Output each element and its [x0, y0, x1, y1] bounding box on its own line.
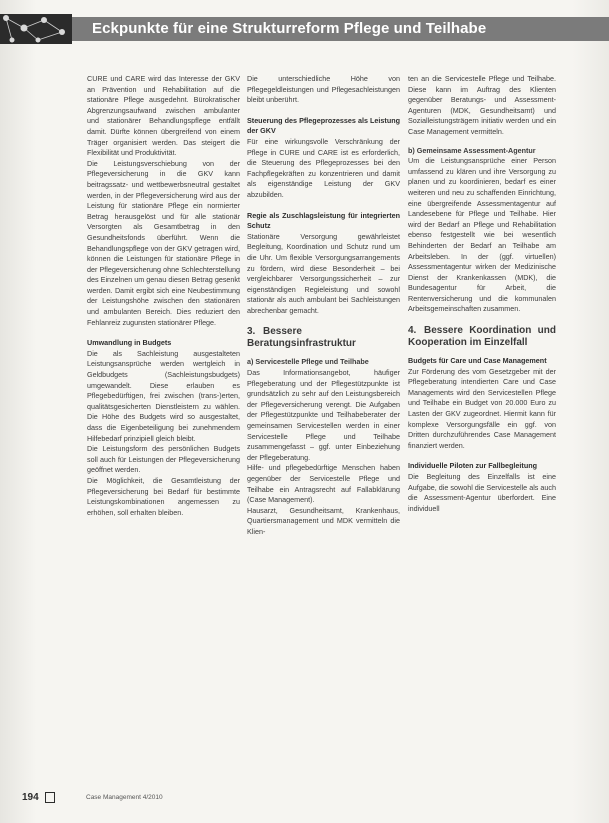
- subsection-heading-b: [408, 146, 556, 157]
- section-heading-4: [408, 325, 556, 348]
- subheading-budgets: Umwandlung in Budgets: [87, 338, 172, 348]
- column-middle: [247, 74, 400, 538]
- subsection-label: a): [247, 357, 254, 367]
- subsection-label: b): [408, 145, 415, 155]
- subsection-heading-a: [247, 357, 400, 368]
- journal-name: Case Management 4/2010: [86, 794, 163, 801]
- section-number: 4.: [408, 325, 417, 337]
- paragraph: Das Informationsangebot, häufiger Pflegeberatung und der Pflegestützpunkte ist grundsätzlich zu sehr auf den Leistungsbereich der Pflegeversicherung verengt. Die Aufgaben der Pflegestützpunkte und Teilhabeberater der gemeinsamen Servicestellen werden in einer Servicestelle Pflege und Teilhabe zusammengefasst – ggf. unter Einbeziehung der Pflegeberatung.: [247, 368, 400, 462]
- paragraph: Die unterschiedliche Höhe von Pflegegeldleistungen und Pflegesachleistungen bleibt unberührt.: [247, 74, 400, 105]
- page-number: 194: [22, 792, 39, 803]
- paragraph: CURE und CARE wird das Interesse der GKV an Prävention und Rehabilitation auf die stationäre Pflege ausgedehnt. Bürokratischer Abgrenzungsaufwand zwischen ambulanter und stationärer Behandlungspflege entfällt damit. Dürfte können übergreifend von einem Träger organisiert werden. Das steigert die Flexibilität und Produktivität.: [87, 74, 240, 158]
- paragraph: Die als Sachleistung ausgestalteten Leistungsansprüche werden wertgleich in Geldbudgets (Sachleistungsbudgets) umgewandelt. Diese erlauben es Pflegebedürftigen, frei zwischen (trans-)erten, qualitätsgesicherten Dienstleistern zu wählen. Die Höhe des Budgets wird so ausgestaltet, dass die Eigenbeteiligung bei zunehmendem Hilfebedarf prinzipiell gleich bleibt.: [87, 348, 240, 443]
- page-footer: [0, 788, 609, 812]
- subheading-regie: Regie als Zuschlagsleistung für integrierten Schutz: [247, 210, 400, 231]
- paragraph: Die Begleitung des Einzelfalls ist eine Aufgabe, die sowohl die Servicestelle als auch die Assessment-Agentur überfordert. Eine individuell: [408, 472, 556, 513]
- column-left: [87, 74, 240, 518]
- paragraph: Stationäre Versorgung gewährleistet Begleitung, Koordination und Schutz rund um die Uhr. Um flexible Versorgungsarrangements zu fördern, wird diese Besonderheit – bei vergleichbarer Versorgungssicherheit – zur eigenständigen Regieleistung und sowohl stationär als auch ambulant bei Sachleistungen abrechenbar gemacht.: [247, 231, 400, 315]
- paragraph: Für eine wirkungsvolle Verschränkung der Pflege in CURE und CARE ist es erforderlich, die Steuerung des Pflegeprozesses bei den Fachpflegekräften zu konzentrieren und damit als eigenständige Leistung der GKV abzubilden.: [247, 136, 400, 199]
- page-header: [0, 14, 609, 44]
- subsection-title: Gemeinsame Assessment-Agentur: [416, 145, 536, 155]
- subsection-title: Servicestelle Pflege und Teilhabe: [255, 357, 369, 367]
- section-heading-3: [247, 326, 400, 349]
- subheading-piloten: Individuelle Piloten zur Fallbegleitung: [408, 461, 537, 471]
- paragraph: Die Möglichkeit, die Gesamtleistung der Pflegeversicherung bei Bedarf für bestimmte Leistungskombinationen angemessen zu erhöhen, soll erhalten bleiben.: [87, 475, 240, 517]
- page-title: Eckpunkte für eine Strukturreform Pflege und Teilhabe: [92, 20, 487, 37]
- journal-logo-icon: [45, 792, 55, 803]
- subheading-budgets-care: Budgets für Care und Case Management: [408, 356, 547, 366]
- column-right: [408, 74, 556, 514]
- paragraph: ten an die Servicestelle Pflege und Teilhabe. Diese kann im Auftrag des Klienten gegenüber Beratungs- und Assessment-Agenturen (MDK, Gesundheitsamt) und Sozialleistungsträgern initiativ werden und ein Case Management vermitteln.: [408, 74, 556, 136]
- network-logo-icon: [0, 14, 72, 44]
- paragraph: Um die Leistungsansprüche einer Person umfassend zu klären und ihre Versorgung zu planen und zu koordinieren, bedarf es einer weiteren und neu zu schaffenden Einrichtung, eine übergreifende Assessmentagentur auf Landesebene für Pflege und Teilhabe. Hier wird der Bedarf an Pflege und Rehabilitation ebenso festgestellt wie bei wesentlich Behinderten der Bedarf an Teilhabe am Arbeitsleben. In der (ggf. virtuellen) Assessmentagentur wirken der Medizinische Dienst der Krankenkassen (MDK), die Bundesagentur für Arbeit, die Rentenversicherung und die kommunalen Arbeitsgemeinschaften zusammen.: [408, 156, 556, 314]
- subheading-steuerung: Steuerung des Pflegeprozesses als Leistung der GKV: [247, 115, 400, 136]
- section-title: Bessere Koordination und Kooperation im Einzelfall: [408, 325, 556, 348]
- section-title: Bessere Beratungsinfrastruktur: [247, 326, 356, 349]
- paragraph: Hilfe- und pflegebedürftige Menschen haben gegenüber der Servicestelle Pflege und Teilhabe ein Antragsrecht auf Fallabklärung (Case Management).: [247, 463, 400, 505]
- paragraph: Die Leistungsform des persönlichen Budgets soll auch für Leistungen der Pflegeversicherung geöffnet werden.: [87, 444, 240, 475]
- paragraph: Hausarzt, Gesundheitsamt, Krankenhaus, Quartiersmanagement und MDK vermitteln die Klien-: [247, 505, 400, 536]
- paragraph: Zur Förderung des vom Gesetzgeber mit der Pflegeberatung intendierten Care und Case Managements wird den Servicestellen Pflege und Teilhabe ein Budget von 20.000 Euro zu Lasten der GKV zugeordnet. Hiermit kann für komplexe Versorgungsfälle ein ggf. von Dritten durchzuführendes Case Management finanziert werden.: [408, 366, 556, 450]
- section-number: 3.: [247, 326, 256, 338]
- paragraph: Die Leistungsverschiebung von der Pflegeversicherung in die GKV kann beitragssatz- und wettbewerbsneutral gestaltet werden, in der Pflegeversicherung wird aus der Leistung für stationäre Pflege ein normierter Betrag herausgelöst und für alle stationär Versorgten als Gesamtbetrag in den Gesundheitsfonds überführt. Wenn die Behandlungspflege von der GKV getragen wird, können die Leistungen für stationäre Pflege in der Pflegeversicherung ohne Schlechterstellung des Einzelnen um genau diesen Betrag gesenkt werden. Damit ergibt sich eine Neubestimmung der Leistungshöhe zwischen den stationären und ambulanten Bereich. Dies reduziert den Fehlanreiz zugunsten stationärer Pflege.: [87, 158, 240, 327]
